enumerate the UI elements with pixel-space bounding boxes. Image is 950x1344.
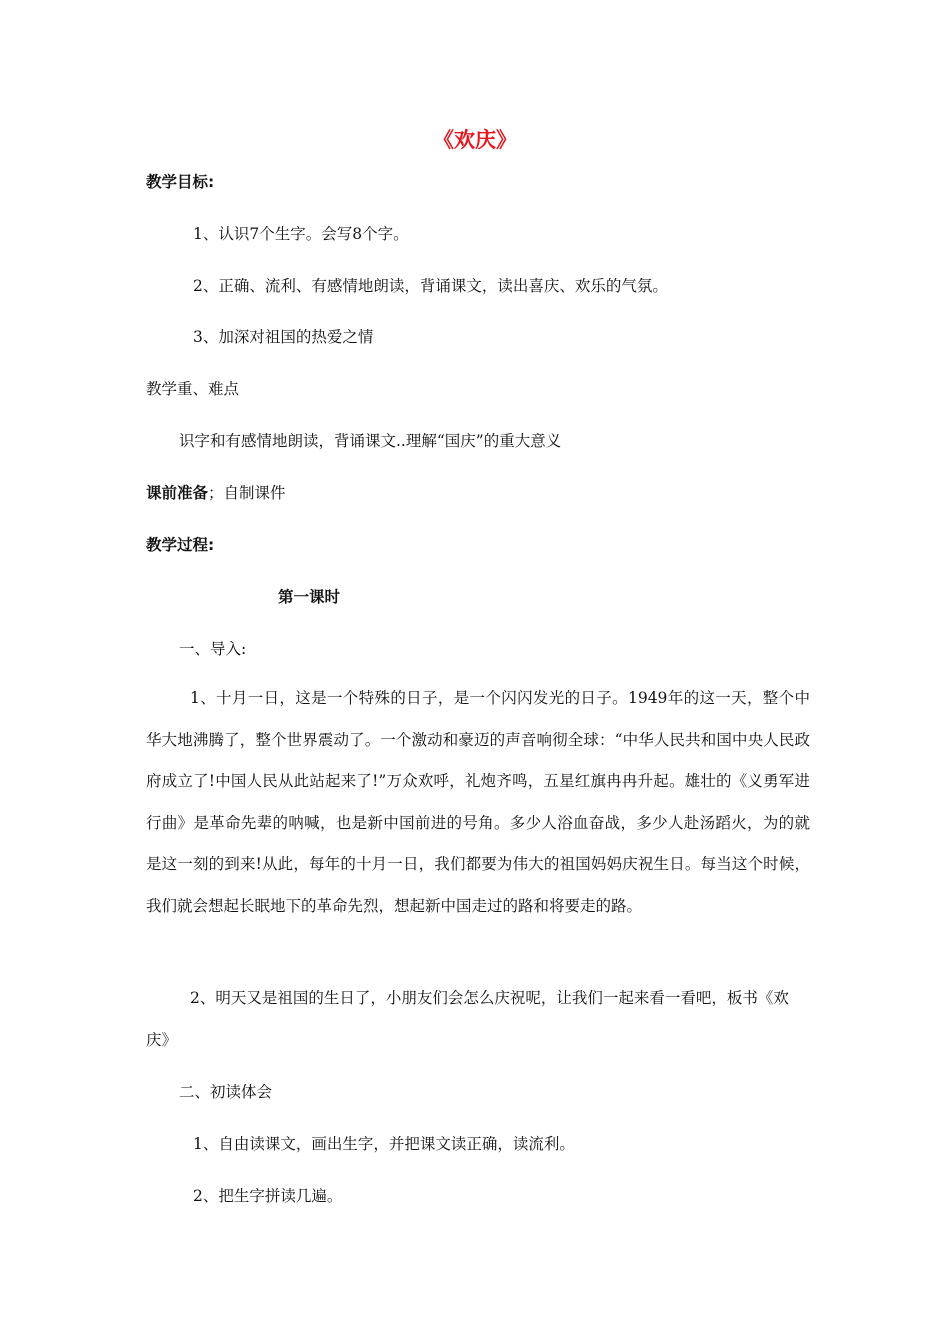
section2-item-2: 2、把生字拼读几遍。	[193, 1187, 343, 1205]
document-title: 《欢庆》	[433, 128, 517, 152]
objective-item-3: 3、加深对祖国的热爱之情	[193, 328, 374, 346]
objective-item-2: 2、正确、流利、有感情地朗读，背诵课文，读出喜庆、欢乐的气氛。	[193, 277, 668, 295]
objectives-heading: 教学目标:	[146, 173, 215, 191]
section1-paragraph-2: 2、明天又是祖国的生日了，小朋友们会怎么庆祝呢，让我们一起来看一看吧，板书《欢庆》	[146, 989, 789, 1049]
section2-item-1: 1、自由读课文，画出生字，并把课文读正确，读流利。	[193, 1135, 575, 1153]
key-points-heading: 教学重、难点	[146, 380, 240, 398]
key-points-text: 识字和有感情地朗读，背诵课文..理解“国庆”的重大意义	[179, 432, 562, 450]
section1-paragraph-1: 1、十月一日，这是一个特殊的日子，是一个闪闪发光的日子。1949年的这一天，整个中华大地沸腾了，整个世界震动了。一个激动和豪迈的声音响彻全球：“中华人民共和国中央人民政府成立了!中国人民从此站起来了!”万众欢呼，礼炮齐鸣，五星红旗冉冉升起。雄壮的《义勇军进行曲》是革命先辈的呐喊，也是新中国前进的号角。多少人浴血奋战，多少人赴汤蹈火，为的就是这一刻的到来!从此，每年的十月一日，我们都要为伟大的祖国妈妈庆祝生日。每当这个时候，我们就会想起长眠地下的革命先烈，想起新中国走过的路和将要走的路。	[146, 689, 810, 915]
preparation-label: 课前准备	[146, 484, 209, 502]
section1-heading: 一、导入:	[179, 640, 247, 658]
lesson-heading: 第一课时	[278, 588, 341, 606]
preparation-value: 自制课件	[223, 484, 286, 502]
objective-item-1: 1、认识7个生字。会写8个字。	[193, 225, 409, 243]
preparation-separator: ；	[208, 484, 224, 502]
section2-heading: 二、初读体会	[179, 1083, 273, 1101]
process-heading: 教学过程:	[146, 536, 215, 554]
preparation-line	[146, 483, 286, 503]
